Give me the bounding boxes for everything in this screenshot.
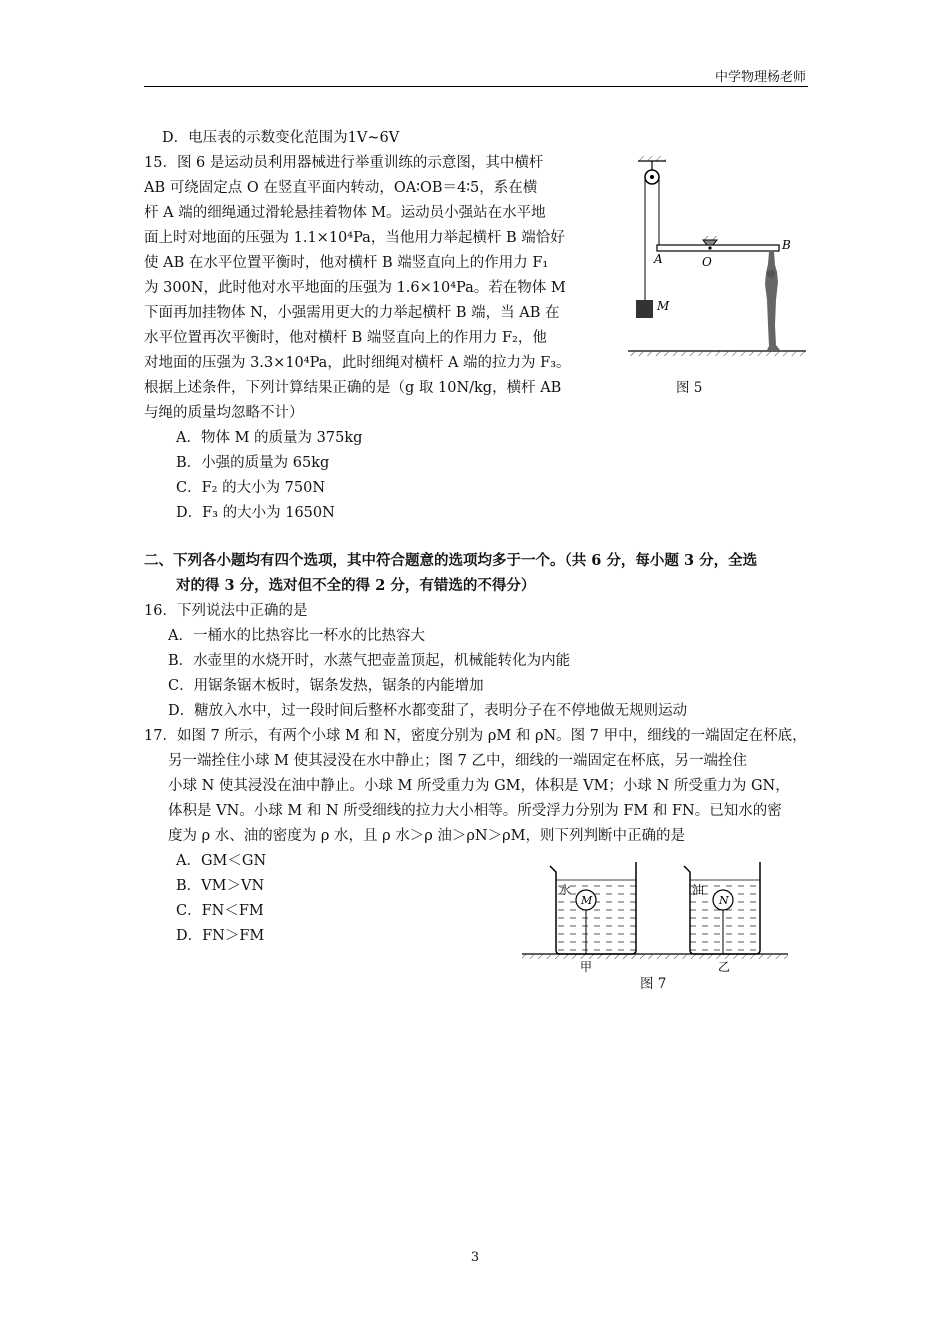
pulley-axle (650, 175, 654, 179)
liquid-water-label: 水 (559, 883, 572, 897)
q17-option-c: C．FN＜FM (176, 903, 264, 919)
q17-line: 体积是 VN。小球 M 和 N 所受细线的拉力大小相等。所受浮力分别为 FM 和 FN。已知水的密 (168, 803, 782, 819)
ball-n-label: N (719, 894, 729, 907)
ceiling-hatch (638, 156, 666, 161)
label-b: B (782, 238, 791, 252)
athlete-head (767, 270, 775, 278)
q17-line: 17．如图 7 所示，有两个小球 M 和 N，密度分别为 ρM 和 ρN。图 7 甲中，细线的一端固定在杯底， (144, 728, 807, 744)
section2-heading-line1: 二、下列各小题均有四个选项，其中符合题意的选项均多于一个。（共 6 分，每小题 3 分，全选 (144, 552, 758, 569)
ball-m-label: M (581, 894, 593, 907)
ground-hatch (628, 351, 806, 356)
q17-option-b: B．VM＞VN (176, 878, 265, 894)
q15-line: 15．图 6 是运动员利用器械进行举重训练的示意图，其中横杆 (144, 155, 544, 171)
q17-option-a: A．GM＜GN (176, 853, 267, 869)
header-title: 中学物理杨老师 (714, 70, 806, 85)
section2-heading-line2: 对的得 3 分，选对但不全的得 2 分，有错选的不得分） (176, 577, 536, 594)
athlete-silhouette (765, 252, 780, 350)
q15-line: AB 可绕固定点 O 在竖直平面内转动，OA∶OB＝4∶5，系在横 (144, 180, 538, 196)
beaker-left (550, 862, 636, 954)
q15-option-c: C．F₂ 的大小为 750N (176, 480, 326, 496)
q16-option-d: D．糖放入水中，过一段时间后整杯水都变甜了，表明分子在不停地做无规则运动 (168, 703, 688, 719)
figure-5-lever-diagram (624, 150, 809, 365)
liquid-oil-label: 油 (692, 883, 705, 897)
fig7-left-label: 甲 (580, 960, 593, 974)
q17-line: 小球 N 使其浸没在油中静止。小球 M 所受重力为 GM，体积是 VM；小球 N 所受重力为 GN， (168, 778, 790, 794)
q16-option-a: A．一桶水的比热容比一杯水的比热容大 (168, 628, 425, 644)
q16-option-b: B．水壶里的水烧开时，水蒸气把壶盖顶起，机械能转化为内能 (168, 653, 571, 669)
q15-line: 对地面的压强为 3.3×10⁴Pa，此时细绳对横杆 A 端的拉力为 F₃。 (144, 355, 571, 371)
label-m: M (657, 299, 670, 313)
q16-stem: 16．下列说法中正确的是 (144, 603, 308, 619)
pivot-point (708, 246, 711, 249)
lever-bar (657, 245, 779, 251)
q15-option-d: D．F₃ 的大小为 1650N (176, 505, 335, 521)
q15-line: 为 300N，此时他对水平地面的压强为 1.6×10⁴Pa。若在物体 M (144, 280, 566, 296)
beaker-right (684, 862, 760, 954)
page-number: 3 (470, 1250, 480, 1265)
q16-option-c: C．用锯条锯木板时，锯条发热，锯条的内能增加 (168, 678, 484, 694)
q15-line: 面上时对地面的压强为 1.1×10⁴Pa，当他用力举起横杆 B 端恰好 (144, 230, 565, 246)
q15-line: 杆 A 端的细绳通过滑轮悬挂着物体 M。运动员小强站在水平地 (144, 205, 546, 221)
pivot-hatch (703, 236, 717, 240)
pivot-support (703, 240, 717, 245)
fig7-right-label: 乙 (718, 960, 731, 974)
label-a: A (654, 252, 663, 266)
q15-line: 根据上述条件，下列计算结果正确的是（g 取 10N/kg，横杆 AB (144, 380, 562, 396)
q15-line: 使 AB 在水平位置平衡时，他对横杆 B 端竖直向上的作用力 F₁ (144, 255, 549, 271)
figure-5-caption: 图 5 (676, 380, 703, 396)
header-rule (144, 86, 808, 87)
figure-7-caption: 图 7 (640, 976, 667, 992)
figure-7-beakers (520, 858, 790, 973)
q17-line: 度为 ρ 水、油的密度为 ρ 水，且 ρ 水＞ρ 油＞ρN＞ρM，则下列判断中正确的是 (168, 828, 685, 844)
q14-option-d: D．电压表的示数变化范围为1V~6V (162, 130, 400, 146)
q15-line: 下面再加挂物体 N，小强需用更大的力举起横杆 B 端，当 AB 在 (144, 305, 560, 321)
q15-line: 水平位置再次平衡时，他对横杆 B 端竖直向上的作用力 F₂，他 (144, 330, 547, 346)
q15-line: 与绳的质量均忽略不计） (144, 405, 304, 421)
q15-option-a: A．物体 M 的质量为 375kg (176, 430, 363, 446)
mass-m (636, 300, 653, 318)
label-o: O (702, 255, 712, 269)
q15-option-b: B．小强的质量为 65kg (176, 455, 330, 471)
q17-line: 另一端拴住小球 M 使其浸没在水中静止；图 7 乙中，细线的一端固定在杯底，另一端拴住 (168, 753, 748, 769)
q17-option-d: D．FN＞FM (176, 928, 265, 944)
